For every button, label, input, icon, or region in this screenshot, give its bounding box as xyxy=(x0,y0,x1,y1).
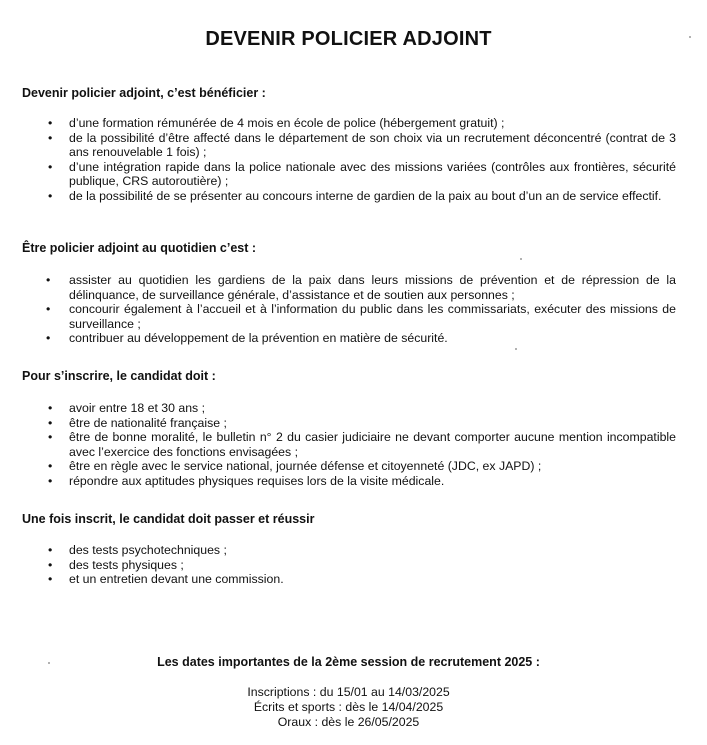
scan-speck xyxy=(48,662,50,664)
list-item: • être de nationalité française ; xyxy=(48,415,227,430)
bullet-icon: • xyxy=(48,159,53,174)
requirements-list xyxy=(22,401,676,489)
list-item: • répondre aux aptitudes physiques requises lors de la visite médicale. xyxy=(48,473,445,488)
scan-speck xyxy=(515,348,517,350)
dates-heading: Les dates importantes de la 2ème session de recrutement 2025 : xyxy=(157,655,540,669)
section-heading-tests: Une fois inscrit, le candidat doit passer et réussir xyxy=(22,512,315,526)
section-heading-daily: Être policier adjoint au quotidien c’est : xyxy=(22,241,257,255)
date-line-registration: Inscriptions : du 15/01 au 14/03/2025 xyxy=(247,685,450,699)
bullet-icon: • xyxy=(48,430,53,445)
bullet-icon: • xyxy=(48,543,53,557)
bullet-icon: • xyxy=(48,557,53,572)
date-line-oral: Oraux : dès le 26/05/2025 xyxy=(277,715,420,729)
bullet-icon: • xyxy=(48,459,53,474)
bullet-icon: • xyxy=(48,473,53,488)
list-item: • de la possibilité d’être affecté dans le département de son choix via un recrutement déconcentré (contrat de 3 ans renouvelable 1 fois) ; xyxy=(48,130,676,160)
bullet-icon: • xyxy=(48,130,53,145)
list-item: • être en règle avec le service national, journée défense et citoyenneté (JDC, ex JAPD) ; xyxy=(48,459,542,474)
bullet-icon: • xyxy=(46,273,51,287)
date-line-written-sports: Écrits et sports : dès le 14/04/2025 xyxy=(253,700,444,714)
list-item: • d’une formation rémunérée de 4 mois en école de police (hébergement gratuit) ; xyxy=(48,116,505,130)
bullet-icon: • xyxy=(48,415,53,430)
bullet-icon: • xyxy=(48,401,53,415)
bullet-icon: • xyxy=(48,116,53,130)
bullet-icon: • xyxy=(48,572,53,587)
page-title: DEVENIR POLICIER ADJOINT xyxy=(205,28,492,50)
list-item: • de la possibilité de se présenter au concours interne de gardien de la paix au bout d’un an de service effectif. xyxy=(48,188,662,203)
bullet-icon: • xyxy=(46,331,51,346)
list-item: • assister au quotidien les gardiens de la paix dans leurs missions de prévention et de répression de la délinquance, de surveillance générale, d’assistance et de soutien aux personnes ; xyxy=(46,273,676,302)
list-item: • avoir entre 18 et 30 ans ; xyxy=(48,401,206,415)
list-item: • et un entretien devant une commission. xyxy=(48,572,284,587)
list-item: • des tests physiques ; xyxy=(48,557,184,572)
list-item: • des tests psychotechniques ; xyxy=(48,543,227,557)
scan-speck xyxy=(520,258,522,260)
daily-list xyxy=(22,273,676,346)
bullet-icon: • xyxy=(46,302,51,317)
list-item: • être de bonne moralité, le bulletin n° 2 du casier judiciaire ne devant comporter aucune mention incompatible avec l’exercice des fonctions envisagées ; xyxy=(48,430,676,459)
list-item: • concourir également à l’accueil et à l’information du public dans les commissariats, exécuter des missions de surveillance ; xyxy=(46,302,676,331)
section-heading-requirements: Pour s’inscrire, le candidat doit : xyxy=(22,369,216,383)
list-item: • d’une intégration rapide dans la police nationale avec des missions variées (contrôles aux frontières, sécurité publique, CRS autoroutière) ; xyxy=(48,159,676,189)
dates-block xyxy=(0,685,697,730)
list-item: • contribuer au développement de la prévention en matière de sécurité. xyxy=(46,331,448,346)
bullet-icon: • xyxy=(48,188,53,203)
scan-speck xyxy=(689,36,691,38)
benefits-list xyxy=(22,116,676,204)
tests-list xyxy=(22,543,676,587)
section-heading-benefits: Devenir policier adjoint, c’est bénéficier : xyxy=(22,86,266,100)
